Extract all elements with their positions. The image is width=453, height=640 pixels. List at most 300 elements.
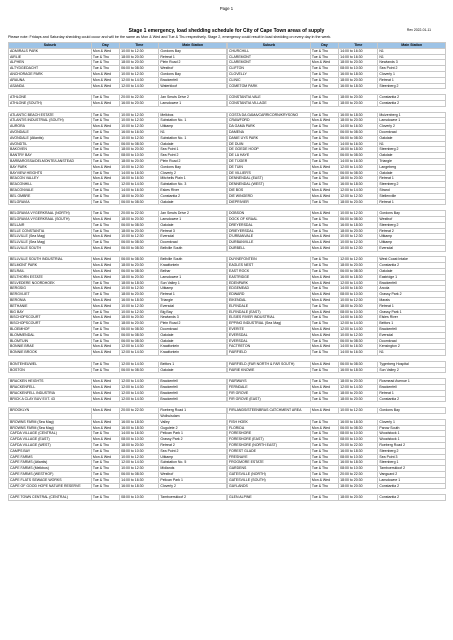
- day-cell: Tue & Thu: [91, 448, 119, 454]
- day-cell: Tue & Thu: [310, 448, 338, 454]
- station-cell: Arcola: [378, 286, 446, 292]
- station-cell: Lansdowne 1: [159, 274, 227, 280]
- station-cell: Cloverly 2: [159, 170, 227, 176]
- station-cell: Substation No. 1: [159, 135, 227, 141]
- day-cell: Tue & Thu: [91, 332, 119, 338]
- time-cell: 10:00 to 12:30: [120, 118, 159, 124]
- suburb-cell: DANIE UYS PARK: [228, 135, 311, 141]
- day-cell: Tue & Thu: [91, 361, 119, 367]
- suburb-cell: CLINIC: [228, 77, 311, 83]
- day-cell: Mon & Wed: [91, 257, 119, 263]
- time-cell: 06:00 to 08:30: [120, 199, 159, 205]
- day-cell: Tue & Thu: [91, 280, 119, 286]
- suburb-cell: CONSTANTIA VILLAGE: [228, 100, 311, 106]
- station-cell: Lansdowne 1: [159, 216, 227, 222]
- station-cell: Uitkamp: [159, 454, 227, 460]
- day-cell: Tue & Thu: [91, 66, 119, 72]
- station-cell: Plein Road 2: [159, 158, 227, 164]
- day-cell: Tue & Thu: [91, 228, 119, 234]
- station-cell: Elsies River: [378, 315, 446, 321]
- time-cell: 12:00 to 14:30: [120, 361, 159, 367]
- station-cell: Woodstock 1: [378, 437, 446, 443]
- time-cell: 18:00 to 20:30: [339, 477, 378, 483]
- station-cell: Vanguard 2: [378, 471, 446, 477]
- suburb-cell: DOCK OF KRAAL: [228, 216, 311, 222]
- col-header-main-station: Main Station: [159, 43, 227, 49]
- col-header-suburb: Suburb: [9, 43, 92, 49]
- day-cell: Mon & Wed: [310, 408, 338, 414]
- day-cell: Tue & Thu: [91, 141, 119, 147]
- suburb-cell: BARBAROSSA/DELMONTE/LANSTEAD: [9, 158, 92, 164]
- suburb-cell: EASTRIDGE: [228, 274, 311, 280]
- time-cell: 16:00 to 16:30: [120, 129, 159, 135]
- day-cell: Tue & Thu: [91, 193, 119, 199]
- day-cell: Tue & Thu: [91, 118, 119, 124]
- day-cell: Mon & Wed: [310, 118, 338, 124]
- suburb-cell: ANCHORAGE PARK: [9, 71, 92, 77]
- time-cell: 18:00 to 20:30: [120, 321, 159, 327]
- suburb-cell: BAKOVEN: [9, 147, 92, 153]
- time-cell: 08:00 to 10:30: [120, 437, 159, 443]
- day-cell: Tue & Thu: [310, 153, 338, 159]
- time-cell: 16:00 to 18:30: [339, 274, 378, 280]
- time-cell: 16:00 to 16:30: [120, 176, 159, 182]
- time-cell: 20:00 to 22:30: [339, 471, 378, 477]
- day-cell: Tue & Thu: [310, 269, 338, 275]
- day-cell: Tue & Thu: [310, 460, 338, 466]
- day-cell: Tue & Thu: [310, 48, 338, 54]
- suburb-cell: FAIRWAYS: [228, 379, 311, 385]
- time-cell: 16:00 to 18:30: [339, 83, 378, 89]
- day-cell: Tue & Thu: [310, 135, 338, 141]
- suburb-cell: CONSTANTIA VALE: [228, 95, 311, 101]
- day-cell: Tue & Thu: [310, 431, 338, 437]
- day-cell: Tue & Thu: [91, 222, 119, 228]
- time-cell: 06:00 to 08:30: [339, 129, 378, 135]
- station-cell: Woodstock 1: [378, 431, 446, 437]
- station-cell: Substation No. 1: [159, 118, 227, 124]
- suburb-cell: CLOVELLY: [228, 71, 311, 77]
- suburb-cell: EVERSDAL: [228, 338, 311, 344]
- suburb-cell: BROWNS FARM (Sea Mag): [9, 425, 92, 431]
- time-cell: 16:00 to 18:30: [339, 147, 378, 153]
- suburb-cell: BELGRAVIA VYGERKRAAL (SOUTH): [9, 216, 92, 222]
- station-cell: Sea Point 2: [378, 66, 446, 72]
- day-cell: Mon & Wed: [91, 303, 119, 309]
- suburb-cell: BRACKEN HEIGHTS: [9, 379, 92, 385]
- day-cell: Tue & Thu: [91, 147, 119, 153]
- time-cell: 10:00 to 12:30: [339, 408, 378, 414]
- time-cell: 18:00 to 20:30: [339, 390, 378, 396]
- suburb-cell: BELLAIR: [9, 222, 92, 228]
- station-cell: Cloverly 2: [378, 124, 446, 130]
- time-cell: 16:00 to 18:30: [120, 298, 159, 304]
- suburb-cell: EAST ROCK: [228, 269, 311, 275]
- station-cell: Brackenfell: [159, 77, 227, 83]
- time-cell: 10:00 to 12:30: [120, 164, 159, 170]
- suburb-cell: DENNENDAL (WEST): [228, 182, 311, 188]
- station-cell: Melkbos: [159, 112, 227, 118]
- time-cell: 16:00 to 18:30: [339, 222, 378, 228]
- station-cell: Oakdale: [378, 269, 446, 275]
- suburb-cell: BELLVILLE (Sea Mag): [9, 240, 92, 246]
- suburb-cell: DE TUIN: [228, 164, 311, 170]
- day-cell: Mon & Wed: [310, 274, 338, 280]
- day-cell: Tue & Thu: [310, 176, 338, 182]
- station-cell: Uitkamp: [378, 240, 446, 246]
- suburb-cell: BROOKLYN: [9, 408, 92, 414]
- suburb-cell: FISH HOEK: [228, 419, 311, 425]
- time-cell: 14:00 to 16:30: [339, 141, 378, 147]
- station-cell: Sea Point 3: [378, 454, 446, 460]
- suburb-cell: COMETOM PARK: [228, 83, 311, 89]
- time-cell: 06:00 to 08:30: [120, 332, 159, 338]
- day-cell: Mon & Wed: [91, 216, 119, 222]
- time-cell: 12:00 to 14:30: [339, 321, 378, 327]
- time-cell: 12:00 to 14:30: [339, 327, 378, 333]
- station-cell: Valley: [159, 419, 227, 425]
- time-cell: 10:00 to 12:30: [120, 48, 159, 54]
- time-cell: 18:00 to 20:30: [120, 193, 159, 199]
- station-cell: Grassy Park 1: [378, 309, 446, 315]
- suburb-cell: BRACKENFELL: [9, 385, 92, 391]
- station-cell: Westhof: [378, 216, 446, 222]
- col-header-day: Day: [310, 43, 338, 49]
- day-cell: Tue & Thu: [310, 390, 338, 396]
- station-cell: Kraaifontein: [159, 344, 227, 350]
- station-cell: N1: [378, 54, 446, 60]
- station-cell: Muizenberg 1: [378, 112, 446, 118]
- station-cell: Rosmead Avenue 1: [378, 379, 446, 385]
- station-cell: Brackenfell: [378, 280, 446, 286]
- station-cell: N1: [159, 129, 227, 135]
- time-cell: 10:00 to 12:30: [120, 124, 159, 130]
- station-cell: Langeberg: [378, 164, 446, 170]
- time-cell: 12:00 to 14:30: [120, 379, 159, 385]
- suburb-cell: ELFINDALE (EAST): [228, 309, 311, 315]
- day-cell: Tue & Thu: [91, 292, 119, 298]
- station-cell: Newlands 3: [159, 315, 227, 321]
- suburb-cell: FOREST GLADE: [228, 448, 311, 454]
- day-cell: Mon & Wed: [91, 83, 119, 89]
- time-cell: 18:00 to 18:30: [120, 280, 159, 286]
- time-cell: 06:00 to 08:30: [120, 66, 159, 72]
- station-cell: Roeberg Road 1: [159, 408, 227, 414]
- time-cell: 06:00 to 08:30: [120, 338, 159, 344]
- suburb-cell: BERGVLIET: [9, 292, 92, 298]
- station-cell: Gugulete 2: [159, 425, 227, 431]
- day-cell: Tue & Thu: [91, 495, 119, 501]
- suburb-cell: ALPHEN: [9, 60, 92, 66]
- station-cell: Brackenfell: [159, 396, 227, 402]
- station-cell: N1: [378, 48, 446, 54]
- suburb-cell: FIRLANDS/STEENBRAS CATCHMENT AREA: [228, 408, 311, 414]
- time-cell: 10:00 to 12:30: [120, 286, 159, 292]
- day-cell: Tue & Thu: [310, 483, 338, 489]
- time-cell: 06:00 to 08:30: [339, 338, 378, 344]
- suburb-cell: BOSTON: [9, 367, 92, 373]
- table-row: [228, 495, 446, 501]
- suburb-cell: FRESNAYE: [228, 454, 311, 460]
- day-cell: Tue & Thu: [310, 495, 338, 501]
- station-cell: Constantia 2: [159, 193, 227, 199]
- suburb-cell: BETHANIE: [9, 303, 92, 309]
- day-cell: Tue & Thu: [310, 228, 338, 234]
- day-cell: Mon & Wed: [310, 344, 338, 350]
- suburb-cell: CLAREMONT: [228, 54, 311, 60]
- time-cell: 18:00 to 20:30: [339, 303, 378, 309]
- station-cell: Oakdale: [378, 135, 446, 141]
- suburb-cell: BERONIA: [9, 298, 92, 304]
- time-cell: 14:00 to 16:30: [339, 54, 378, 60]
- time-cell: 18:00 to 20:30: [120, 60, 159, 66]
- suburb-cell: ARAUNA: [9, 77, 92, 83]
- day-cell: Tue & Thu: [310, 321, 338, 327]
- station-cell: Pelican Park 1: [159, 477, 227, 483]
- suburb-cell: ATLANTIC BEACH ESTATE: [9, 112, 92, 118]
- suburb-cell: FORESHORE: [228, 431, 311, 437]
- time-cell: 12:00 to 12:30: [339, 257, 378, 263]
- time-cell: 12:00 to 14:30: [339, 187, 378, 193]
- time-cell: 16:00 to 18:30: [339, 419, 378, 425]
- station-cell: Constantia 2: [378, 483, 446, 489]
- station-cell: Newlands 3: [378, 60, 446, 66]
- suburb-cell: DIE BOS: [228, 187, 311, 193]
- time-cell: 18:00 to 20:30: [339, 118, 378, 124]
- time-cell: 06:00 to 08:30: [339, 269, 378, 275]
- station-cell: Sea Point 1: [159, 147, 227, 153]
- suburb-cell: AIRLIE: [9, 54, 92, 60]
- time-cell: 10:00 to 12:30: [120, 234, 159, 240]
- station-cell: Pelican Park 1: [159, 431, 227, 437]
- suburb-cell: DURBELL: [228, 245, 311, 251]
- time-cell: 06:00 to 08:30: [120, 269, 159, 275]
- station-cell: Sea Point 2: [159, 448, 227, 454]
- suburb-cell: COSTA DA GAMA/CARRICORN/KRYSONO: [228, 112, 311, 118]
- time-cell: 12:00 to 14:30: [120, 182, 159, 188]
- day-cell: Tue & Thu: [310, 83, 338, 89]
- day-cell: Mon & Wed: [91, 454, 119, 460]
- suburb-cell: EDWARD: [228, 292, 311, 298]
- suburb-cell: CLIFTON: [228, 66, 311, 72]
- day-cell: Tue & Thu: [91, 129, 119, 135]
- suburb-cell: BLOEMHOF: [9, 327, 92, 333]
- day-cell: Tue & Thu: [91, 338, 119, 344]
- day-cell: Mon & Wed: [91, 425, 119, 431]
- station-cell: Brackenfell: [378, 385, 446, 391]
- day-cell: Tue & Thu: [310, 379, 338, 385]
- col-header-suburb: Suburb: [228, 43, 311, 49]
- suburb-cell: FERNDALE: [228, 385, 311, 391]
- suburb-cell: GLEN ALPINE: [228, 495, 311, 501]
- time-cell: 14:00 to 16:30: [120, 477, 159, 483]
- suburb-cell: BANTRY BAY: [9, 153, 92, 159]
- time-cell: 06:00 to 08:30: [120, 471, 159, 477]
- suburb-cell: EVERITE: [228, 327, 311, 333]
- day-cell: Mon & Wed: [91, 419, 119, 425]
- station-cell: Gordons Bay: [159, 48, 227, 54]
- station-cell: Doornkraal: [378, 338, 446, 344]
- suburb-cell: AURORA: [9, 124, 92, 130]
- suburb-cell: CAPE FLATS SEWAGE WORKS: [9, 477, 92, 483]
- suburb-cell: CAPE FARMS: [9, 454, 92, 460]
- suburb-cell: EVERSDAL: [228, 332, 311, 338]
- time-cell: 16:00 to 18:30: [120, 419, 159, 425]
- time-cell: 06:00 to 08:30: [120, 327, 159, 333]
- day-cell: Tue & Thu: [310, 66, 338, 72]
- day-cell: Tue & Thu: [91, 211, 119, 217]
- station-cell: Kraaifontein: [159, 263, 227, 269]
- day-cell: Mon & Wed: [91, 274, 119, 280]
- time-cell: 10:00 to 12:30: [120, 309, 159, 315]
- time-cell: 18:00 to 20:30: [339, 60, 378, 66]
- time-cell: 08:00 to 10:30: [120, 495, 159, 501]
- day-cell: Mon & Wed: [91, 234, 119, 240]
- time-cell: 06:00 to 08:30: [120, 367, 159, 373]
- station-cell: Retreat 1: [378, 390, 446, 396]
- suburb-cell: BISCHOPSCOURT: [9, 321, 92, 327]
- day-cell: Mon & Wed: [91, 385, 119, 391]
- time-cell: 08:00 to 10:30: [120, 448, 159, 454]
- time-cell: 10:00 to 12:30: [339, 245, 378, 251]
- station-cell: Lansdowne 1: [378, 118, 446, 124]
- day-cell: Tue & Thu: [310, 71, 338, 77]
- station-cell: Steenberg 2: [378, 222, 446, 228]
- time-cell: 14:00 to 16:30: [339, 48, 378, 54]
- suburb-cell: DENNENDAL (EAST): [228, 176, 311, 182]
- suburb-cell: BERGSIG: [9, 286, 92, 292]
- station-cell: Tamboerskloof 2: [159, 495, 227, 501]
- day-cell: Tue & Thu: [91, 327, 119, 333]
- station-cell: West Coast Intake: [378, 257, 446, 263]
- suburb-cell: ASANDA: [9, 83, 92, 89]
- time-cell: 10:00 to 12:30: [120, 135, 159, 141]
- day-cell: Tue & Thu: [91, 442, 119, 448]
- day-cell: Tue & Thu: [310, 454, 338, 460]
- time-cell: 10:00 to 12:30: [339, 211, 378, 217]
- day-cell: Tue & Thu: [310, 315, 338, 321]
- day-cell: Mon & Wed: [310, 187, 338, 193]
- station-cell: Gordons Bay: [378, 408, 446, 414]
- day-cell: Tue & Thu: [91, 199, 119, 205]
- suburb-cell: BLOMTUIN: [9, 338, 92, 344]
- day-cell: Mon & Wed: [91, 315, 119, 321]
- time-cell: 20:00 to 22:30: [339, 442, 378, 448]
- station-cell: Cloverly 1: [378, 71, 446, 77]
- station-cell: Eversdal: [378, 332, 446, 338]
- station-cell: Uitkamp: [159, 286, 227, 292]
- station-cell: Retreat 2: [159, 442, 227, 448]
- time-cell: 18:00 to 20:30: [339, 495, 378, 501]
- station-cell: Waterkloof: [159, 83, 227, 89]
- time-cell: 20:00 to 22:30: [120, 211, 159, 217]
- station-cell: Grassy Park 2: [378, 292, 446, 298]
- day-cell: Mon & Wed: [310, 211, 338, 217]
- time-cell: 12:00 to 14:30: [120, 385, 159, 391]
- suburb-cell: GATESVILLE (SOUTH): [228, 477, 311, 483]
- day-cell: Mon & Wed: [310, 425, 338, 431]
- suburb-cell: BEACONVALE: [9, 187, 92, 193]
- suburb-cell: BROWNS FARM (Sea Mag): [9, 419, 92, 425]
- station-cell: Marais: [378, 298, 446, 304]
- suburb-cell: GARDENS: [228, 466, 311, 472]
- station-cell: Retreat 1: [159, 54, 227, 60]
- time-cell: 12:00 to 14:30: [120, 77, 159, 83]
- time-cell: 10:00 to 12:30: [120, 112, 159, 118]
- time-cell: 14:00 to 16:30: [120, 431, 159, 437]
- day-cell: Tue & Thu: [310, 471, 338, 477]
- time-cell: 20:00 to 22:30: [120, 408, 159, 414]
- suburb-cell: DE VILLIER'S: [228, 170, 311, 176]
- day-cell: Mon & Wed: [310, 327, 338, 333]
- station-cell: Steenberg 2: [378, 83, 446, 89]
- day-cell: Tue & Thu: [91, 60, 119, 66]
- day-cell: Mon & Wed: [310, 309, 338, 315]
- station-cell: Gordons Bay: [159, 164, 227, 170]
- suburb-cell: ATHLONE (SOUTH): [9, 100, 92, 106]
- suburb-cell: BEL OMBRE: [9, 193, 92, 199]
- time-cell: 18:00 to 20:30: [120, 228, 159, 234]
- station-cell: Jan Smuts Drive 2: [159, 95, 227, 101]
- station-cell: Constantia 2: [378, 495, 446, 501]
- col-header-day: Day: [91, 43, 119, 49]
- station-cell: Steenberg 2: [378, 182, 446, 188]
- station-cell: Gordons Bay: [378, 211, 446, 217]
- time-cell: 18:00 to 20:30: [120, 54, 159, 60]
- time-cell: 10:00 to 12:30: [120, 71, 159, 77]
- time-cell: 06:00 to 08:30: [120, 240, 159, 246]
- station-cell: Wolhuisdam: [159, 414, 227, 420]
- suburb-cell: FAIRFIELD: [228, 350, 311, 356]
- day-cell: Mon & Wed: [91, 269, 119, 275]
- time-cell: 18:00 to 20:30: [120, 216, 159, 222]
- time-cell: 12:00 to 12:30: [339, 193, 378, 199]
- suburb-cell: BEACONHILL: [9, 182, 92, 188]
- day-cell: Mon & Wed: [91, 350, 119, 356]
- day-cell: Tue & Thu: [310, 286, 338, 292]
- suburb-cell: CAFDA VILLAGE (WEST): [9, 442, 92, 448]
- day-cell: Tue & Thu: [91, 477, 119, 483]
- station-cell: Tamboerskloof 2: [378, 466, 446, 472]
- suburb-cell: DOBSON: [228, 211, 311, 217]
- time-cell: 16:00 to 18:30: [339, 71, 378, 77]
- station-cell: Oakdale: [159, 332, 227, 338]
- day-cell: Mon & Wed: [91, 176, 119, 182]
- suburb-cell: DE TIJGER: [228, 158, 311, 164]
- station-cell: Lansdowne 1: [159, 100, 227, 106]
- suburb-cell: CAPE FARMS (WESTHOF): [9, 471, 92, 477]
- station-cell: Doornkraal: [159, 327, 227, 333]
- station-cell: Retreat 1: [378, 77, 446, 83]
- station-cell: Parow South: [378, 425, 446, 431]
- time-cell: 06:00 to 08:30: [120, 222, 159, 228]
- day-cell: Tue & Thu: [91, 95, 119, 101]
- time-cell: 08:00 to 10:30: [339, 437, 378, 443]
- suburb-cell: BRACKENFELL INDUSTRIA: [9, 390, 92, 396]
- day-cell: Mon & Wed: [310, 298, 338, 304]
- station-cell: Doornkraal: [378, 129, 446, 135]
- station-cell: Steenberg 2: [378, 448, 446, 454]
- station-cell: N1: [378, 141, 446, 147]
- station-cell: Eversdal: [378, 245, 446, 251]
- time-cell: 18:00 to 20:30: [339, 228, 378, 234]
- time-cell: 12:00 to 14:30: [120, 83, 159, 89]
- suburb-cell: FIR GROVE (EAST): [228, 396, 311, 402]
- station-cell: Sun Valley 2: [378, 367, 446, 373]
- time-cell: 08:00 to 10:30: [339, 431, 378, 437]
- day-cell: Tue & Thu: [91, 431, 119, 437]
- col-header-time: Time: [120, 43, 159, 49]
